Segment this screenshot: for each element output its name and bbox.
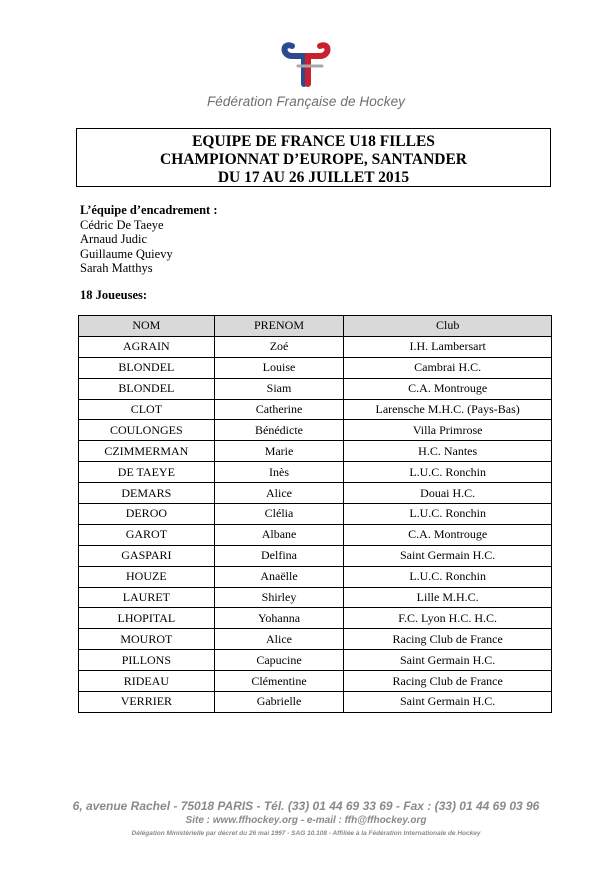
table-row bbox=[79, 504, 552, 525]
title-line-3: DU 17 AU 26 JUILLET 2015 bbox=[217, 169, 410, 186]
table-header-row bbox=[79, 316, 552, 337]
roster-table bbox=[78, 315, 552, 713]
table-row bbox=[79, 608, 552, 629]
title-box bbox=[76, 128, 551, 187]
player-last-name: PILLONS bbox=[79, 650, 215, 671]
column-header-nom: NOM bbox=[79, 316, 215, 337]
table-row bbox=[79, 524, 552, 545]
player-last-name: MOUROT bbox=[79, 629, 215, 650]
player-club: F.C. Lyon H.C. H.C. bbox=[344, 608, 552, 629]
player-club: Saint Germain H.C. bbox=[344, 545, 552, 566]
player-first-name: Yohanna bbox=[214, 608, 344, 629]
player-club: Villa Primrose bbox=[344, 420, 552, 441]
player-club: Cambrai H.C. bbox=[344, 357, 552, 378]
player-last-name: CZIMMERMAN bbox=[79, 441, 215, 462]
table-row bbox=[79, 629, 552, 650]
player-club: H.C. Nantes bbox=[344, 441, 552, 462]
table-row bbox=[79, 650, 552, 671]
player-last-name: GAROT bbox=[79, 524, 215, 545]
player-last-name: BLONDEL bbox=[79, 378, 215, 399]
table-row bbox=[79, 692, 552, 713]
player-first-name: Gabrielle bbox=[214, 692, 344, 713]
player-club: Saint Germain H.C. bbox=[344, 650, 552, 671]
player-first-name: Anaëlle bbox=[214, 566, 344, 587]
player-club: I.H. Lambersart bbox=[344, 336, 552, 357]
table-row bbox=[79, 587, 552, 608]
table-row bbox=[79, 566, 552, 587]
table-row bbox=[79, 420, 552, 441]
staff-heading: L’équipe d’encadrement : bbox=[80, 203, 218, 217]
player-first-name: Capucine bbox=[214, 650, 344, 671]
player-club: Lille M.H.C. bbox=[344, 587, 552, 608]
staff-member: Guillaume Quievy bbox=[80, 246, 173, 261]
player-club: L.U.C. Ronchin bbox=[344, 566, 552, 587]
player-last-name: COULONGES bbox=[79, 420, 215, 441]
player-first-name: Louise bbox=[214, 357, 344, 378]
player-first-name: Shirley bbox=[214, 587, 344, 608]
footer-address: 6, avenue Rachel - 75018 PARIS - Tél. (33) 01 44 69 33 69 - Fax : (33) 01 44 69 03 96 bbox=[72, 799, 540, 813]
player-first-name: Albane bbox=[214, 524, 344, 545]
table-row bbox=[79, 671, 552, 692]
player-first-name: Siam bbox=[214, 378, 344, 399]
title-line-1: EQUIPE DE FRANCE U18 FILLES bbox=[192, 133, 435, 150]
player-last-name: LAURET bbox=[79, 587, 215, 608]
table-row bbox=[79, 336, 552, 357]
staff-member: Arnaud Judic bbox=[80, 232, 147, 247]
player-first-name: Clémentine bbox=[214, 671, 344, 692]
player-first-name: Inès bbox=[214, 462, 344, 483]
player-club: Racing Club de France bbox=[344, 629, 552, 650]
player-first-name: Zoé bbox=[214, 336, 344, 357]
player-first-name: Bénédicte bbox=[214, 420, 344, 441]
player-last-name: VERRIER bbox=[79, 692, 215, 713]
column-header-prenom: PRENOM bbox=[214, 316, 344, 337]
player-last-name: LHOPITAL bbox=[79, 608, 215, 629]
player-first-name: Clélia bbox=[214, 504, 344, 525]
table-row bbox=[79, 357, 552, 378]
footer-site: Site : www.ffhockey.org - e-mail : ffh@ffhockey.org bbox=[185, 815, 427, 826]
player-club: L.U.C. Ronchin bbox=[344, 462, 552, 483]
player-first-name: Marie bbox=[214, 441, 344, 462]
staff-member: Sarah Matthys bbox=[80, 261, 153, 276]
player-club: Douai H.C. bbox=[344, 483, 552, 504]
player-last-name: HOUZE bbox=[79, 566, 215, 587]
player-first-name: Catherine bbox=[214, 399, 344, 420]
player-first-name: Delfina bbox=[214, 545, 344, 566]
player-club: Larensche M.H.C. (Pays-Bas) bbox=[344, 399, 552, 420]
ffh-logo bbox=[206, 38, 406, 118]
player-last-name: GASPARI bbox=[79, 545, 215, 566]
players-heading: 18 Joueuses: bbox=[80, 288, 148, 302]
table-row bbox=[79, 441, 552, 462]
player-club: Racing Club de France bbox=[344, 671, 552, 692]
player-club: L.U.C. Ronchin bbox=[344, 504, 552, 525]
player-last-name: AGRAIN bbox=[79, 336, 215, 357]
logo-text: Fédération Française de Hockey bbox=[206, 94, 406, 109]
table-row bbox=[79, 545, 552, 566]
player-last-name: RIDEAU bbox=[79, 671, 215, 692]
player-last-name: CLOT bbox=[79, 399, 215, 420]
player-first-name: Alice bbox=[214, 629, 344, 650]
table-row bbox=[79, 399, 552, 420]
title-line-2: CHAMPIONNAT D’EUROPE, SANTANDER bbox=[160, 151, 467, 168]
column-header-club: Club bbox=[344, 316, 552, 337]
player-club: C.A. Montrouge bbox=[344, 524, 552, 545]
player-last-name: BLONDEL bbox=[79, 357, 215, 378]
player-club: C.A. Montrouge bbox=[344, 378, 552, 399]
player-first-name: Alice bbox=[214, 483, 344, 504]
footer-legal: Délégation Ministérielle par décret du 26 mai 1997 - SAG 10.108 - Affiliée à la Fédération Internationale de Hockey bbox=[131, 830, 481, 837]
player-last-name: DEROO bbox=[79, 504, 215, 525]
staff-member: Cédric De Taeye bbox=[80, 217, 164, 232]
table-row bbox=[79, 483, 552, 504]
hockey-sticks-icon bbox=[276, 38, 336, 90]
staff-section bbox=[80, 203, 218, 276]
table-row bbox=[79, 378, 552, 399]
player-last-name: DE TAEYE bbox=[79, 462, 215, 483]
player-club: Saint Germain H.C. bbox=[344, 692, 552, 713]
player-last-name: DEMARS bbox=[79, 483, 215, 504]
table-row bbox=[79, 462, 552, 483]
